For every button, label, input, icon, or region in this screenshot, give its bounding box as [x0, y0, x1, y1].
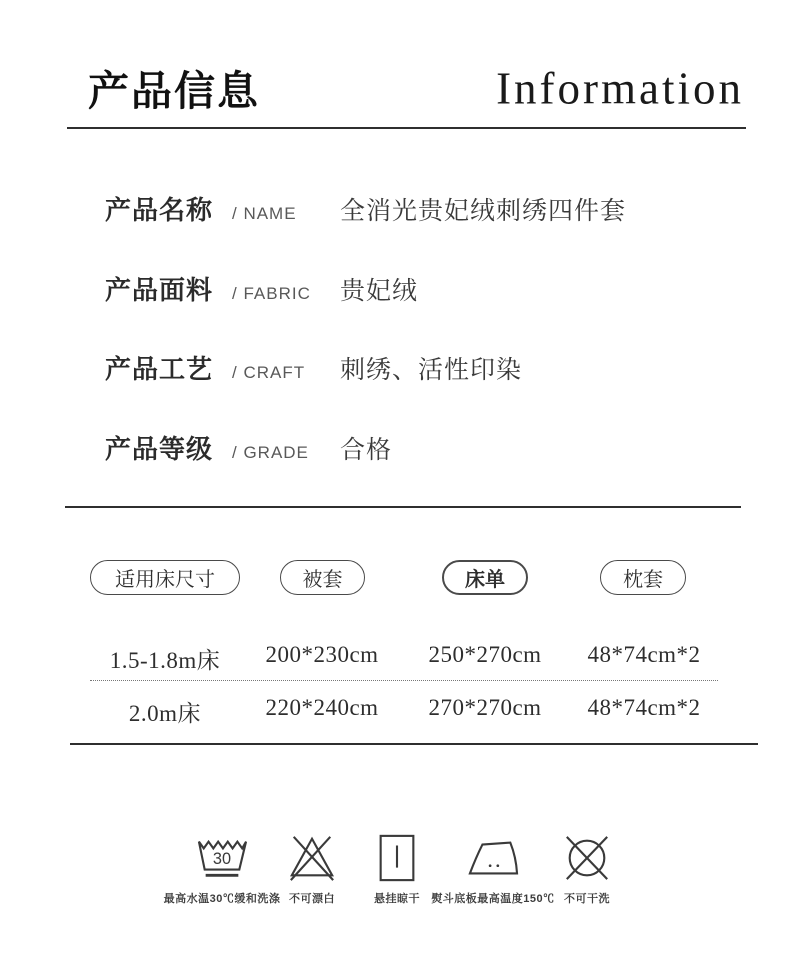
care-item-no-dry-clean — [512, 833, 662, 906]
info-label-en: / GRADE — [232, 443, 309, 462]
info-label: 产品等级 — [105, 434, 214, 464]
info-row-fabric — [105, 270, 745, 307]
size-table-header-bed-sheet: 床单 — [442, 560, 528, 595]
cell-pillow: 48*74cm*2 — [587, 695, 701, 720]
table-row — [0, 642, 790, 672]
care-label: 悬挂晾干 — [374, 893, 420, 905]
info-value: 刺绣、活性印染 — [340, 356, 523, 384]
info-value: 合格 — [340, 436, 393, 464]
cell-duvet: 200*230cm — [265, 642, 379, 667]
cell-pillow: 48*74cm*2 — [587, 642, 701, 667]
section-divider — [65, 506, 741, 508]
size-table-header-duvet-cover: 被套 — [280, 560, 365, 595]
cell-bed-size: 1.5-1.8m床 — [109, 648, 221, 673]
table-bottom-divider — [70, 743, 758, 745]
cell-sheet: 250*270cm — [428, 642, 542, 667]
cell-sheet: 270*270cm — [428, 695, 542, 720]
care-label: 熨斗底板最高温度150℃ — [431, 893, 555, 905]
size-table-header-bed-size: 适用床尺寸 — [90, 560, 240, 595]
info-value: 全消光贵妃绒刺绣四件套 — [340, 197, 627, 225]
info-row-name — [105, 190, 745, 227]
table-row — [0, 695, 790, 725]
info-label: 产品工艺 — [105, 354, 214, 384]
info-row-grade — [105, 429, 745, 466]
care-label: 最高水温30℃缓和洗涤 — [163, 893, 281, 905]
info-label-en: / CRAFT — [232, 363, 306, 382]
size-table-header-pillowcase: 枕套 — [600, 560, 686, 595]
info-value: 贵妃绒 — [340, 277, 419, 305]
info-label: 产品面料 — [105, 275, 214, 305]
care-label: 不可干洗 — [564, 893, 610, 905]
svg-text:30: 30 — [212, 849, 232, 868]
info-label-en: / FABRIC — [232, 284, 311, 303]
table-row-divider — [90, 680, 718, 681]
cell-bed-size: 2.0m床 — [128, 701, 202, 726]
page-title-chinese: 产品信息 — [88, 68, 260, 114]
header-divider — [67, 127, 746, 129]
info-label: 产品名称 — [105, 195, 214, 225]
cell-duvet: 220*240cm — [265, 695, 379, 720]
care-label: 不可漂白 — [289, 893, 335, 905]
info-row-craft — [105, 349, 745, 386]
info-label-en: / NAME — [232, 204, 297, 223]
page-title-english: Information — [496, 62, 744, 114]
no-dry-clean-icon — [557, 833, 617, 883]
